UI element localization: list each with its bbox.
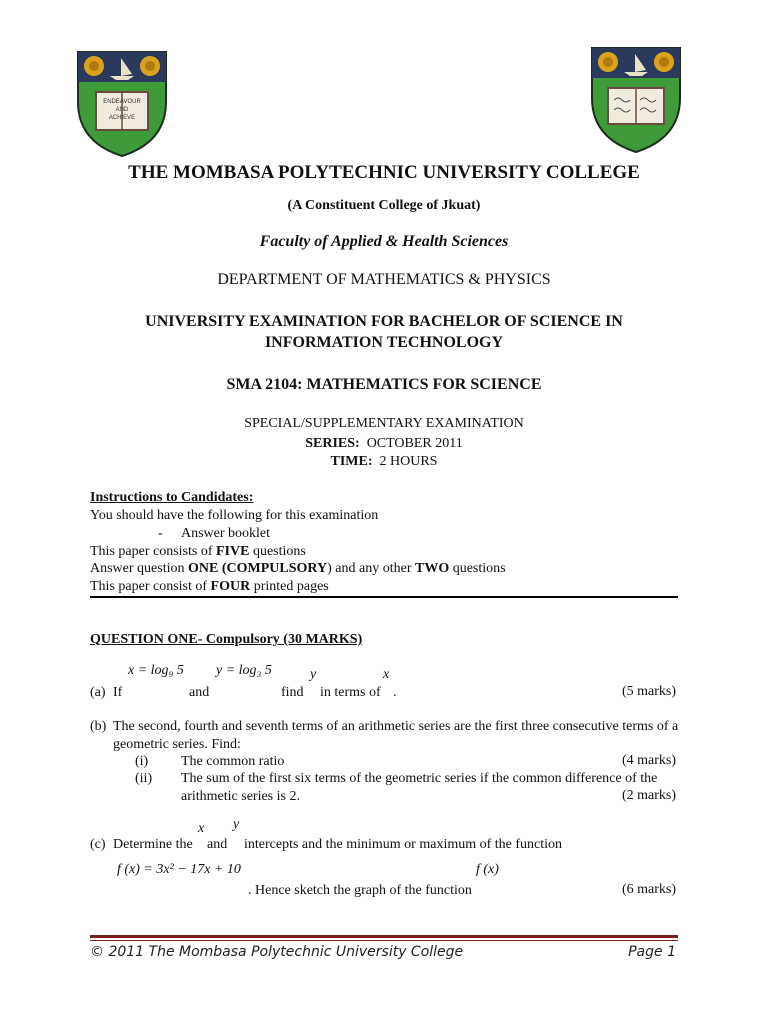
- qa-var-x: x: [383, 667, 390, 682]
- svg-text:ENDEAVOUR: ENDEAVOUR: [103, 99, 141, 105]
- instructions-bullet-text: Answer booklet: [181, 526, 271, 541]
- qa-var-y: y: [310, 667, 317, 682]
- instructions-line5-bold: FOUR: [210, 579, 251, 594]
- instructions-line3-bold: FIVE: [215, 544, 250, 559]
- instructions-line3: [90, 543, 306, 560]
- qa-label: (a): [90, 685, 106, 700]
- institution-title: THE MOMBASA POLYTECHNIC UNIVERSITY COLLEGE: [128, 162, 640, 183]
- series-label: SERIES:: [305, 436, 360, 451]
- constituent-note: (A Constituent College of Jkuat): [287, 198, 481, 213]
- qb-ii-label: (ii): [135, 771, 153, 786]
- qc-word-and: and: [207, 837, 228, 852]
- qc-var-x: x: [198, 821, 205, 836]
- instructions-bullet-dash: -: [158, 526, 163, 541]
- instructions-line4-post: questions: [449, 561, 506, 576]
- footer-rule-thick: [90, 935, 678, 938]
- crest-left: [74, 50, 170, 158]
- qa-marks: (5 marks): [621, 684, 676, 699]
- course-title: SMA 2104: MATHEMATICS FOR SCIENCE: [226, 376, 542, 393]
- instructions-divider: [90, 596, 678, 598]
- qc-word-rest: intercepts and the minimum or maximum of the function: [244, 837, 563, 852]
- instructions-line5: [90, 578, 329, 595]
- time-line: [0, 453, 768, 470]
- qb-ii-text1: The sum of the first six terms of the geometric series if the common difference of the: [181, 771, 658, 786]
- instructions-line4-bold2: TWO: [414, 561, 450, 576]
- exam-type: SPECIAL/SUPPLEMENTARY EXAMINATION: [244, 416, 524, 431]
- qb-ii-text2: arithmetic series is 2.: [181, 789, 300, 804]
- instructions-line4-mid: ) and any other: [327, 561, 415, 576]
- qc-f-of-x: f (x): [476, 862, 499, 877]
- instructions-line3-post: questions: [249, 544, 306, 559]
- instructions-line5-pre: This paper consist of: [90, 579, 211, 594]
- question-one-heading: QUESTION ONE- Compulsory (30 MARKS): [90, 632, 363, 647]
- qa-eq-x: x = log₉ 5: [128, 663, 184, 678]
- instructions-line4-pre: Answer question: [90, 561, 188, 576]
- qa-word-interms: in terms of: [320, 685, 381, 700]
- qc-var-y: y: [233, 817, 240, 832]
- instructions-line4-bold1: ONE (COMPULSORY: [188, 561, 328, 576]
- exam-title-line2: INFORMATION TECHNOLOGY: [264, 334, 504, 351]
- qa-word-if: If: [113, 685, 123, 700]
- qa-word-dot: .: [393, 685, 397, 700]
- qb-i-text: The common ratio: [181, 754, 285, 769]
- footer-rule-thin: [90, 940, 678, 941]
- svg-text:AND: AND: [115, 107, 129, 113]
- qb-label: (b): [90, 719, 107, 734]
- qb-text-line2: geometric series. Find:: [113, 737, 241, 752]
- qa-word-find: find: [281, 685, 304, 700]
- qa-eq-y: y = log₃ 5: [216, 663, 272, 678]
- time-label: TIME:: [330, 454, 373, 469]
- qc-word-hence: . Hence sketch the graph of the function: [248, 883, 472, 898]
- qa-word-and: and: [189, 685, 210, 700]
- qb-i-marks: (4 marks): [621, 753, 676, 768]
- department-name: DEPARTMENT OF MATHEMATICS & PHYSICS: [217, 271, 551, 288]
- instructions-line5-post: printed pages: [250, 579, 329, 594]
- footer-page-number: Page 1: [628, 944, 676, 960]
- instructions-heading: Instructions to Candidates:: [90, 490, 254, 505]
- faculty-name: Faculty of Applied & Health Sciences: [259, 233, 509, 250]
- svg-text:ACHIEVE: ACHIEVE: [108, 115, 136, 121]
- crest-right: [588, 46, 684, 154]
- exam-title-line1: UNIVERSITY EXAMINATION FOR BACHELOR OF SCIENCE IN: [145, 313, 623, 330]
- qc-eq-f: f (x) = 3x² − 17x + 10: [117, 862, 241, 877]
- instructions-line1: You should have the following for this examination: [90, 508, 379, 523]
- qb-text-line1: The second, fourth and seventh terms of an arithmetic series are the first three consecutive terms of a: [113, 719, 679, 734]
- series-line: [0, 435, 768, 452]
- qb-i-label: (i): [135, 754, 149, 769]
- footer-copyright: © 2011 The Mombasa Polytechnic University College: [90, 944, 464, 960]
- instructions-line3-pre: This paper consists of: [90, 544, 216, 559]
- instructions-line4: [90, 560, 506, 577]
- qc-label: (c): [90, 837, 106, 852]
- qb-ii-marks: (2 marks): [621, 788, 676, 803]
- series-value: OCTOBER 2011: [366, 436, 463, 451]
- time-value: 2 HOURS: [379, 454, 438, 469]
- qc-marks: (6 marks): [621, 882, 676, 897]
- qc-word-determine: Determine the: [113, 837, 193, 852]
